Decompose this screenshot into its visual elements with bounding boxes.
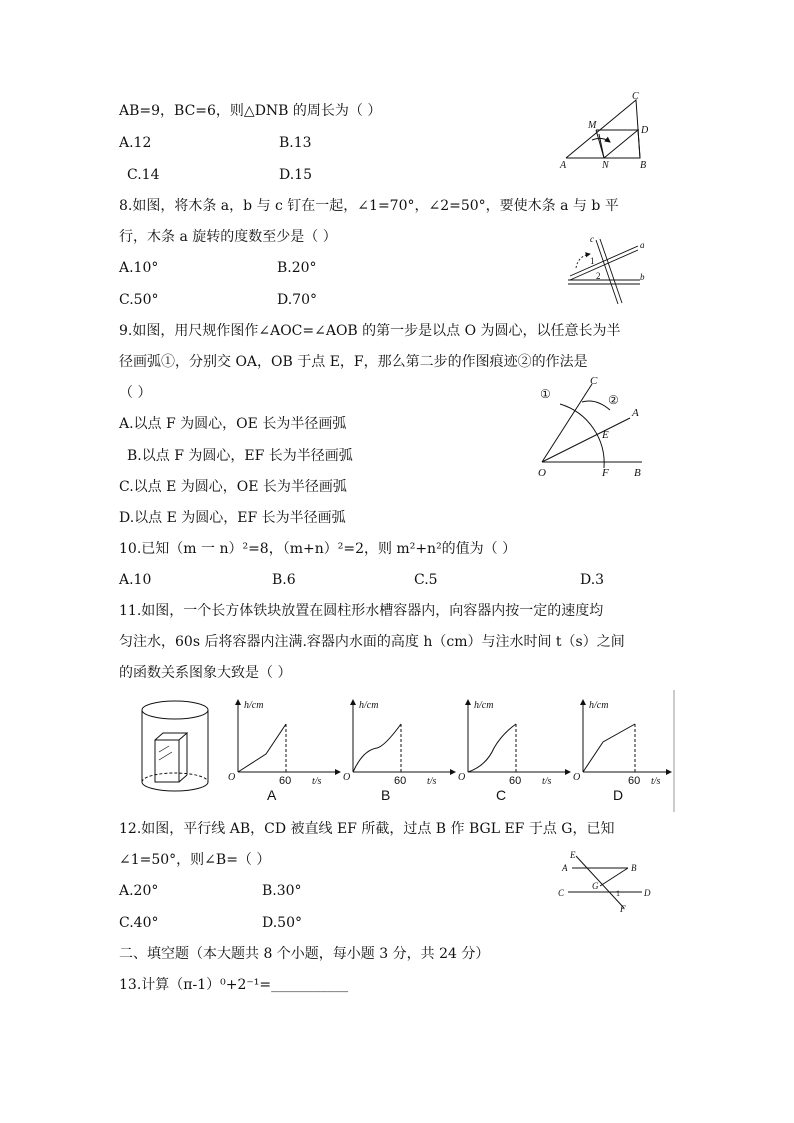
q11-a-origin: O — [228, 772, 236, 783]
q11-c-xlabel: t/s — [542, 776, 552, 787]
q11-cylinder — [142, 701, 208, 791]
q11-d-xlabel: t/s — [651, 776, 661, 787]
q9-stem-line3: （ ） — [119, 385, 152, 401]
q11-b-tick: 60 — [394, 775, 407, 787]
q7-label-b: B — [640, 160, 647, 171]
q11-b-ylabel: h/cm — [359, 700, 379, 711]
q11-graph-d — [573, 700, 671, 803]
q7-option-d[interactable]: D.15 — [279, 167, 312, 183]
q7-option-c[interactable]: C.14 — [127, 167, 160, 183]
q11-graph-c — [458, 700, 570, 803]
q12-label-b: B — [631, 863, 637, 873]
q9-label-e: E — [602, 429, 609, 441]
q9-option-c[interactable]: C.以点 E 为圆心，OE 长为半径画弧 — [119, 479, 347, 495]
q7-label-d: D — [641, 125, 649, 136]
q10-option-b[interactable]: B.6 — [272, 572, 296, 588]
q12-option-c[interactable]: C.40° — [119, 915, 159, 931]
q8-option-c[interactable]: C.50° — [119, 292, 159, 308]
q9-label-f: F — [602, 467, 609, 479]
q11-a-xlabel: t/s — [312, 776, 322, 787]
q12-label-a: A — [562, 863, 568, 873]
q11-b-origin: O — [343, 772, 351, 783]
q12-label-f: F — [620, 904, 626, 914]
q10-option-c[interactable]: C.5 — [414, 572, 438, 588]
q12-label-g: G — [592, 881, 599, 891]
q9-label-arc1: ① — [540, 387, 551, 401]
q8-label-b: b — [640, 272, 645, 282]
q8-label-c: c — [590, 234, 594, 244]
q8-label-1: 1 — [590, 256, 595, 266]
q9-figure — [530, 372, 650, 482]
q9-option-a[interactable]: A.以点 F 为圆心，OE 长为半径画弧 — [119, 416, 347, 432]
q12-option-b[interactable]: B.30° — [262, 883, 302, 899]
q11-figure — [130, 690, 676, 812]
q8-option-a[interactable]: A.10° — [119, 260, 159, 276]
q11-stem-line1: 11.如图，一个长方体铁块放置在圆柱形水槽容器内，向容器内按一定的速度均 — [119, 603, 604, 619]
q11-stem-line2: 匀注水，60s 后将容器内注满.容器内水面的高度 h（cm）与注水时间 t（s）之间 — [119, 634, 625, 650]
q12-figure — [556, 844, 656, 916]
q8-label-2: 2 — [596, 271, 601, 281]
q11-d-tick: 60 — [628, 775, 641, 787]
q12-stem-line1: 12.如图，平行线 AB，CD 被直线 EF 所截，过点 B 作 BGL EF 于点 G，已知 — [119, 821, 615, 837]
q12-label-c: C — [558, 888, 565, 898]
q9-label-a: A — [632, 407, 639, 419]
q9-option-b[interactable]: B.以点 F 为圆心，EF 长为半径画弧 — [127, 448, 353, 464]
q7-label-n: N — [602, 160, 609, 171]
q11-d-ylabel: h/cm — [589, 700, 609, 711]
q11-b-option: B — [381, 787, 391, 803]
q11-d-option: D — [613, 787, 624, 803]
q7-option-a[interactable]: A.12 — [119, 135, 152, 151]
q9-label-c: C — [590, 375, 598, 387]
q12-label-d: D — [644, 888, 651, 898]
q9-label-arc2: ② — [608, 393, 619, 407]
q8-label-a: a — [640, 240, 645, 250]
q11-a-ylabel: h/cm — [244, 700, 264, 711]
q10-option-a[interactable]: A.10 — [119, 572, 152, 588]
q11-c-option: C — [496, 787, 507, 803]
q8-figure — [560, 232, 650, 312]
q11-a-tick: 60 — [279, 775, 292, 787]
q8-stem-line1: 8.如图，将木条 a，b 与 c 钉在一起，∠1=70°，∠2=50°，要使木条 a 与 b 平 — [119, 198, 619, 214]
q10-option-d[interactable]: D.3 — [580, 572, 605, 588]
q7-label-c: C — [632, 91, 639, 102]
q12-stem-line2: ∠1=50°，则∠B=（ ） — [119, 852, 271, 868]
q7-option-b[interactable]: B.13 — [279, 135, 312, 151]
section-2-heading: 二、填空题（本大题共 8 个小题，每小题 3 分，共 24 分） — [119, 946, 490, 962]
q8-option-b[interactable]: B.20° — [277, 260, 317, 276]
q11-c-ylabel: h/cm — [474, 700, 494, 711]
q10-stem: 10.已知（m 一 n）²=8，（m+n）²=2，则 m²+n²的值为（ ） — [119, 541, 517, 557]
q9-option-d[interactable]: D.以点 E 为圆心，EF 长为半径画弧 — [119, 510, 346, 526]
q9-stem-line2: 径画弧①，分别交 OA，OB 于点 E，F，那么第二步的作图痕迹②的作法是 — [119, 354, 588, 370]
q9-label-b: B — [634, 467, 641, 479]
q8-stem-line2: 行，木条 a 旋转的度数至少是（ ） — [119, 229, 337, 245]
q9-stem-line1: 9.如图，用尺规作图作∠AOC=∠AOB 的第一步是以点 O 为圆心，以任意长为半 — [119, 323, 621, 339]
q12-option-a[interactable]: A.20° — [119, 883, 159, 899]
q11-d-origin: O — [573, 772, 581, 783]
q13-stem: 13.计算（π-1）⁰+2⁻¹=___________ — [119, 977, 349, 993]
q11-c-origin: O — [458, 772, 466, 783]
q11-stem-line3: 的函数关系图象大致是（ ） — [119, 665, 292, 681]
q7-stem-tail: AB=9，BC=6，则△DNB 的周长为（ ） — [119, 103, 382, 119]
q12-label-e: E — [570, 850, 576, 860]
q11-a-option: A — [267, 787, 277, 803]
q7-figure — [558, 90, 658, 170]
q12-option-d[interactable]: D.50° — [262, 915, 302, 931]
q8-option-d[interactable]: D.70° — [277, 292, 317, 308]
q7-label-a: A — [560, 160, 567, 171]
q11-c-tick: 60 — [509, 775, 522, 787]
q12-label-1: 1 — [616, 889, 620, 898]
q11-graph-b — [343, 700, 455, 803]
q11-b-xlabel: t/s — [427, 776, 437, 787]
q7-label-m: M — [588, 120, 597, 131]
q9-label-o: O — [538, 467, 546, 479]
q11-graph-a — [228, 700, 340, 803]
